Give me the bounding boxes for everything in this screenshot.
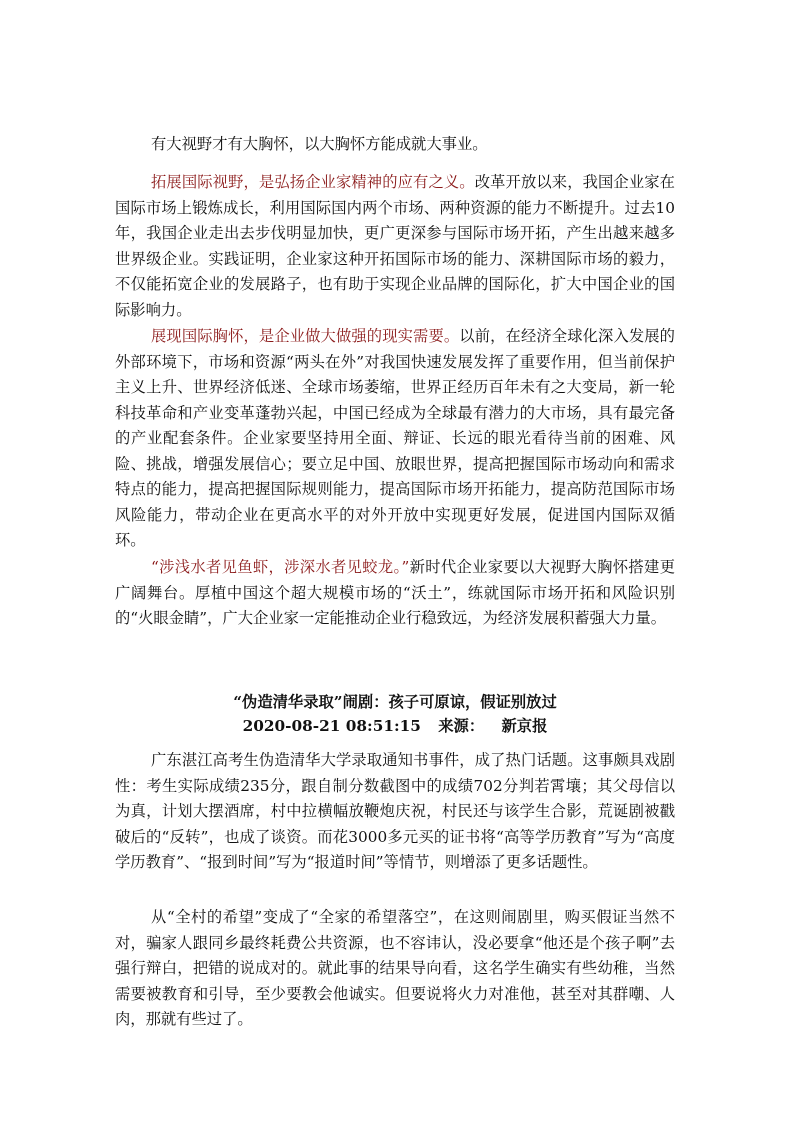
paragraph-intro — [115, 132, 675, 158]
paragraph-mind-body: 以前，在经济全球化深入发展的外部环境下，市场和资源“两头在外”对我国快速发展发挥了重要作用，但当前保护主义上升、世界经济低迷、全球市场萎缩，世界正经历百年未有之大变局，新一轮科技革命和产业变革蓬勃兴起，中国已经成为全球最有潜力的大市场，具有最完备的产业配套条件。企业家要坚持用全面、辩证、长远的眼光看待当前的困难、风险、挑战，增强发展信心；要立足中国、放眼世界，提高把握国际市场动向和需求特点的能力，提高把握国际规则能力，提高国际市场开拓能力，提高防范国际市场风险能力，带动企业在更高水平的对外开放中实现更好发展，促进国内国际双循环。 — [115, 327, 675, 549]
paragraph-news-1 — [115, 748, 675, 876]
paragraph-mind — [115, 324, 675, 554]
paragraph-mind-lead: 展现国际胸怀，是企业做大做强的现实需要。 — [151, 327, 460, 345]
paragraph-news-2 — [115, 905, 675, 1033]
paragraph-news-2-text: 从“全村的希望”变成了“全家的希望落空”，在这则闹剧里，购买假证当然不对，骗家人跟同乡最终耗费公共资源，也不容讳认，没必要拿“他还是个孩子啊”去强行辩白，把错的说成对的。就此事的结果导向看，这名学生确实有些幼稚，当然需要被教育和引导，至少要教会他诚实。但要说将火力对准他，甚至对其群嘲、人肉，那就有些过了。 — [115, 908, 675, 1028]
article-title: “伪造清华录取”闹剧：孩子可原谅，假证别放过 — [233, 693, 557, 711]
paragraph-vision — [115, 170, 675, 323]
paragraph-intro-text: 有大视野才有大胸怀，以大胸怀方能成就大事业。 — [151, 135, 488, 153]
article-meta — [115, 714, 675, 738]
paragraph-news-1-text: 广东湛江高考生伪造清华大学录取通知书事件，成了热门话题。这事颇具戏剧性：考生实际成绩235分，跟自制分数截图中的成绩702分判若霄壤；其父母信以为真，计划大摆酒席，村中拉横幅放鞭炮庆祝，村民还与该学生合影，荒诞剧被戳破后的“反转”，也成了谈资。而花3000多元买的证书将“高等学历教育”写为“高度学历教育”、“报到时间”写为“报道时间”等情节，则增添了更多话题性。 — [115, 751, 675, 871]
article-source: 新京报 — [501, 717, 548, 735]
article-datetime: 2020-08-21 08:51:15 — [242, 717, 421, 735]
paragraph-vision-lead: 拓展国际视野，是弘扬企业家精神的应有之义。 — [151, 173, 475, 191]
article-source-label: 来源： — [438, 717, 485, 735]
paragraph-conclusion-lead: “涉浅水者见鱼虾，涉深水者见蛟龙。” — [151, 558, 410, 576]
paragraph-conclusion — [115, 555, 675, 632]
paragraph-vision-body: 改革开放以来，我国企业家在国际市场上锻炼成长，利用国际国内两个市场、两种资源的能力不断提升。过去10年，我国企业走出去步伐明显加快，更广更深参与国际市场开拓，产生出越来越多世界级企业。实践证明，企业家这种开拓国际市场的能力、深耕国际市场的毅力，不仅能拓宽企业的发展路子，也有助于实现企业品牌的国际化，扩大中国企业的国际影响力。 — [115, 173, 675, 319]
paragraph-conclusion-body: 新时代企业家要以大视野大胸怀搭建更广阔舞台。厚植中国这个超大规模市场的“沃土”，练就国际市场开拓和风险识别的“火眼金睛”，广大企业家一定能推动企业行稳致远，为经济发展积蓄强大力量。 — [115, 558, 675, 627]
